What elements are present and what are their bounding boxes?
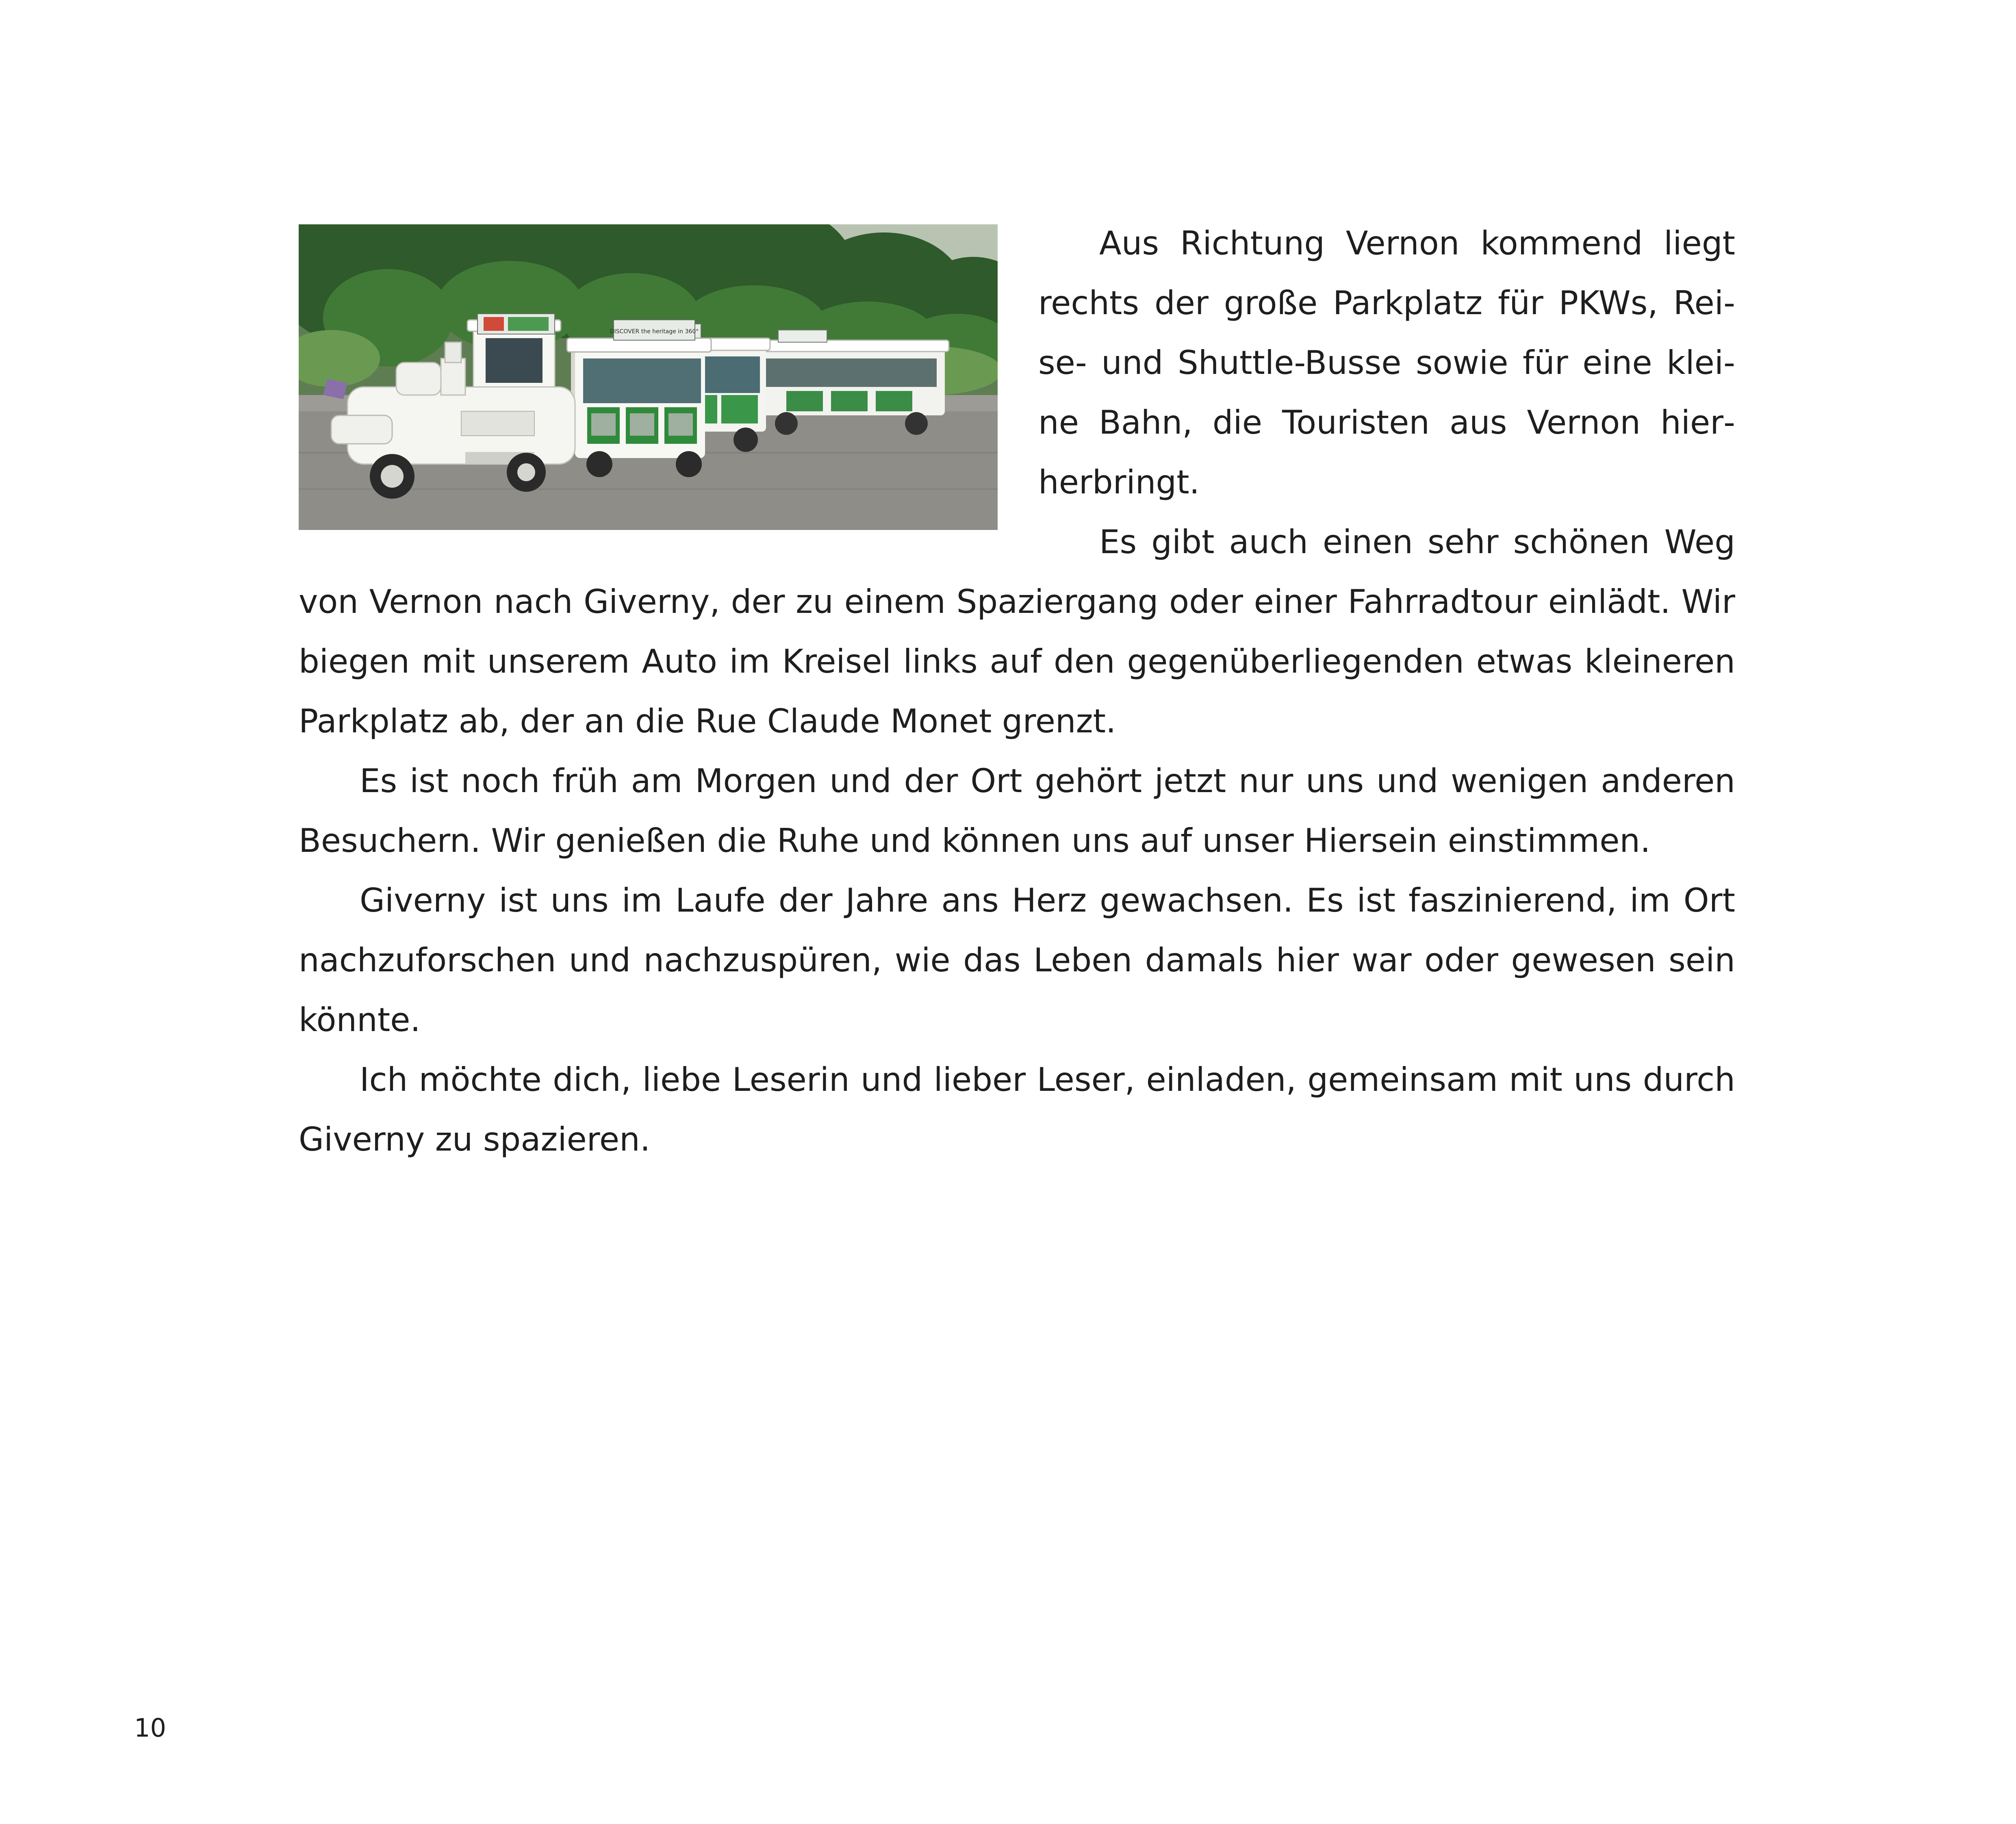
paragraph-5: Ich möchte dich, liebe Leserin und lieber Leser, einladen, gemeinsam mit uns durch Giverny zu spazieren. [299,1061,1735,1158]
page-number: 10 [134,1713,166,1743]
paragraph-2: Es gibt auch einen sehr schönen Weg von Vernon nach Giverny, der zu einem Spaziergang oder einer Fahrradtour einlädt. Wir biegen mit unserem Auto im Kreisel links auf den gegenüberliegenden etwas kleineren Parkplatz ab, der an die Rue Claude Monet grenzt. [299,523,1735,740]
road-train-illustration [299,224,998,530]
paragraph-1: Aus Richtung Vernon kommend liegt rechts der große Parkplatz für PKWs, Reise- und Shuttle-Busse sowie für eine kleine Bahn, die Touristen aus Vernon hierherbringt. [1038,224,1735,501]
paragraph-4: Giverny ist uns im Laufe der Jahre ans Herz gewachsen. Es ist faszinierend, im Ort nachzuforschen und nachzuspüren, wie das Leben damals hier war oder gewesen sein könnte. [299,882,1735,1039]
tourist-road-train-photo [299,224,998,530]
discover-sign: DISCOVER the heritage in 360° [610,328,699,335]
paragraph-3: Es ist noch früh am Morgen und der Ort gehört jetzt nur uns und wenigen anderen Besuchern. Wir genießen die Ruhe und können uns auf unser Hiersein einstimmen. [299,762,1735,860]
body-text [299,213,1735,1169]
